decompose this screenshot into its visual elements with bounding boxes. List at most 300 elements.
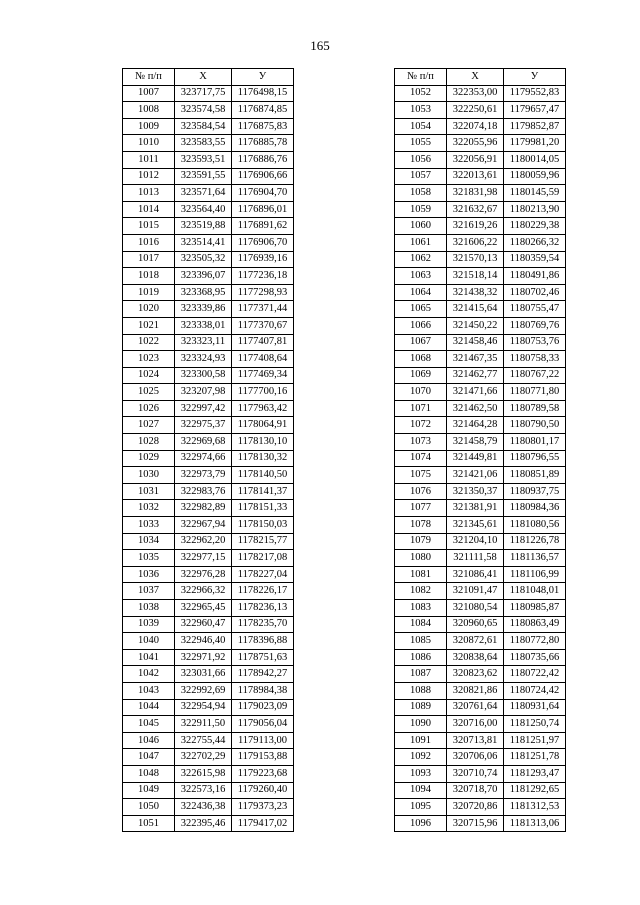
point-number-cell: 1085: [395, 633, 447, 650]
point-number-cell: 1072: [395, 417, 447, 434]
y-coordinate-cell: 1179373,23: [232, 799, 294, 816]
x-coordinate-cell: 320718,70: [447, 782, 504, 799]
point-number-cell: 1096: [395, 815, 447, 832]
x-coordinate-cell: 320710,74: [447, 765, 504, 782]
y-coordinate-cell: 1180801,17: [504, 434, 566, 451]
table-row: [123, 185, 294, 202]
table-row: [395, 682, 566, 699]
table-row: [395, 649, 566, 666]
table-row: [123, 317, 294, 334]
y-coordinate-cell: 1179260,40: [232, 782, 294, 799]
point-number-cell: 1065: [395, 301, 447, 318]
point-number-cell: 1053: [395, 102, 447, 119]
table-row: [123, 450, 294, 467]
y-coordinate-cell: 1180266,32: [504, 234, 566, 251]
x-coordinate-cell: 322966,32: [175, 583, 232, 600]
table-row: [395, 185, 566, 202]
y-coordinate-cell: 1181292,65: [504, 782, 566, 799]
x-coordinate-cell: 323583,55: [175, 135, 232, 152]
table-row: [395, 118, 566, 135]
x-coordinate-cell: 321204,10: [447, 533, 504, 550]
point-number-cell: 1058: [395, 185, 447, 202]
column-header-x: X: [175, 69, 232, 86]
x-coordinate-cell: 320821,86: [447, 682, 504, 699]
x-coordinate-cell: 322992,69: [175, 682, 232, 699]
point-number-cell: 1088: [395, 682, 447, 699]
y-coordinate-cell: 1181293,47: [504, 765, 566, 782]
page-number: 165: [310, 38, 330, 53]
x-coordinate-cell: 322615,98: [175, 765, 232, 782]
table-row: [395, 351, 566, 368]
x-coordinate-cell: 322977,15: [175, 550, 232, 567]
x-coordinate-cell: 321421,06: [447, 467, 504, 484]
table-row: [123, 782, 294, 799]
y-coordinate-cell: 1180771,80: [504, 384, 566, 401]
table-row: [395, 765, 566, 782]
y-coordinate-cell: 1179153,88: [232, 749, 294, 766]
table-row: [395, 135, 566, 152]
point-number-cell: 1024: [123, 367, 175, 384]
y-coordinate-cell: 1181313,06: [504, 815, 566, 832]
table-row: [395, 583, 566, 600]
x-coordinate-cell: 321632,67: [447, 201, 504, 218]
y-coordinate-cell: 1176906,70: [232, 234, 294, 251]
table-row: [123, 201, 294, 218]
point-number-cell: 1073: [395, 434, 447, 451]
table-row: [395, 633, 566, 650]
table-row: [395, 384, 566, 401]
x-coordinate-cell: 321462,50: [447, 400, 504, 417]
point-number-cell: 1057: [395, 168, 447, 185]
point-number-cell: 1035: [123, 550, 175, 567]
x-coordinate-cell: 321458,79: [447, 434, 504, 451]
y-coordinate-cell: 1178140,50: [232, 467, 294, 484]
table-row: [123, 384, 294, 401]
x-coordinate-cell: 321606,22: [447, 234, 504, 251]
point-number-cell: 1045: [123, 716, 175, 733]
x-coordinate-cell: 321467,35: [447, 351, 504, 368]
point-number-cell: 1044: [123, 699, 175, 716]
point-number-cell: 1083: [395, 600, 447, 617]
y-coordinate-cell: 1180937,75: [504, 483, 566, 500]
y-coordinate-cell: 1178150,03: [232, 517, 294, 534]
x-coordinate-cell: 322395,46: [175, 815, 232, 832]
y-coordinate-cell: 1176939,16: [232, 251, 294, 268]
point-number-cell: 1049: [123, 782, 175, 799]
y-coordinate-cell: 1177236,18: [232, 268, 294, 285]
table-row: [395, 550, 566, 567]
point-number-cell: 1075: [395, 467, 447, 484]
table-row: [123, 417, 294, 434]
x-coordinate-cell: 323584,54: [175, 118, 232, 135]
point-number-cell: 1071: [395, 400, 447, 417]
point-number-cell: 1070: [395, 384, 447, 401]
point-number-cell: 1090: [395, 716, 447, 733]
table-row: [395, 732, 566, 749]
x-coordinate-cell: 323591,55: [175, 168, 232, 185]
table-row: [123, 616, 294, 633]
point-number-cell: 1027: [123, 417, 175, 434]
y-coordinate-cell: 1176874,85: [232, 102, 294, 119]
x-coordinate-cell: 321458,46: [447, 334, 504, 351]
point-number-cell: 1012: [123, 168, 175, 185]
x-coordinate-cell: 320761,64: [447, 699, 504, 716]
table-row: [123, 815, 294, 832]
point-number-cell: 1060: [395, 218, 447, 235]
point-number-cell: 1068: [395, 351, 447, 368]
x-coordinate-cell: 321438,32: [447, 284, 504, 301]
point-number-cell: 1080: [395, 550, 447, 567]
point-number-cell: 1023: [123, 351, 175, 368]
x-coordinate-cell: 322436,38: [175, 799, 232, 816]
y-coordinate-cell: 1176896,01: [232, 201, 294, 218]
point-number-cell: 1063: [395, 268, 447, 285]
y-coordinate-cell: 1180790,50: [504, 417, 566, 434]
x-coordinate-cell: 323564,40: [175, 201, 232, 218]
table-row: [123, 102, 294, 119]
point-number-cell: 1026: [123, 400, 175, 417]
y-coordinate-cell: 1176906,66: [232, 168, 294, 185]
y-coordinate-cell: 1180014,05: [504, 151, 566, 168]
point-number-cell: 1093: [395, 765, 447, 782]
y-coordinate-cell: 1180229,38: [504, 218, 566, 235]
y-coordinate-cell: 1180767,22: [504, 367, 566, 384]
point-number-cell: 1059: [395, 201, 447, 218]
y-coordinate-cell: 1179113,00: [232, 732, 294, 749]
point-number-cell: 1041: [123, 649, 175, 666]
point-number-cell: 1010: [123, 135, 175, 152]
y-coordinate-cell: 1180359,54: [504, 251, 566, 268]
point-number-cell: 1061: [395, 234, 447, 251]
point-number-cell: 1095: [395, 799, 447, 816]
table-row: [123, 500, 294, 517]
x-coordinate-cell: 322962,20: [175, 533, 232, 550]
y-coordinate-cell: 1178130,32: [232, 450, 294, 467]
table-row: [123, 234, 294, 251]
x-coordinate-cell: 322971,92: [175, 649, 232, 666]
x-coordinate-cell: 323300,58: [175, 367, 232, 384]
table-row: [123, 268, 294, 285]
x-coordinate-cell: 321449,81: [447, 450, 504, 467]
x-coordinate-cell: 320823,62: [447, 666, 504, 683]
x-coordinate-cell: 321086,41: [447, 566, 504, 583]
point-number-cell: 1089: [395, 699, 447, 716]
point-number-cell: 1014: [123, 201, 175, 218]
point-number-cell: 1062: [395, 251, 447, 268]
point-number-cell: 1034: [123, 533, 175, 550]
y-coordinate-cell: 1176891,62: [232, 218, 294, 235]
y-coordinate-cell: 1180789,58: [504, 400, 566, 417]
x-coordinate-cell: 322946,40: [175, 633, 232, 650]
table-row: [123, 799, 294, 816]
y-coordinate-cell: 1177469,34: [232, 367, 294, 384]
x-coordinate-cell: 323505,32: [175, 251, 232, 268]
table-row: [395, 782, 566, 799]
x-coordinate-cell: 322974,66: [175, 450, 232, 467]
table-row: [395, 483, 566, 500]
y-coordinate-cell: 1178217,08: [232, 550, 294, 567]
point-number-cell: 1056: [395, 151, 447, 168]
y-coordinate-cell: 1180931,64: [504, 699, 566, 716]
x-coordinate-cell: 322250,61: [447, 102, 504, 119]
point-number-cell: 1033: [123, 517, 175, 534]
table-header-row: [395, 69, 566, 86]
point-number-cell: 1043: [123, 682, 175, 699]
x-coordinate-cell: 323339,86: [175, 301, 232, 318]
table-row: [123, 699, 294, 716]
x-coordinate-cell: 322973,79: [175, 467, 232, 484]
table-row: [395, 317, 566, 334]
y-coordinate-cell: 1180722,42: [504, 666, 566, 683]
table-row: [395, 749, 566, 766]
y-coordinate-cell: 1176498,15: [232, 85, 294, 102]
column-header-x: X: [447, 69, 504, 86]
x-coordinate-cell: 322983,76: [175, 483, 232, 500]
point-number-cell: 1036: [123, 566, 175, 583]
point-number-cell: 1091: [395, 732, 447, 749]
point-number-cell: 1048: [123, 765, 175, 782]
table-row: [123, 301, 294, 318]
column-header-number: № п/п: [395, 69, 447, 86]
point-number-cell: 1032: [123, 500, 175, 517]
table-row: [123, 666, 294, 683]
table-row: [123, 251, 294, 268]
x-coordinate-cell: 322074,18: [447, 118, 504, 135]
table-row: [395, 600, 566, 617]
y-coordinate-cell: 1180758,33: [504, 351, 566, 368]
table-row: [123, 351, 294, 368]
x-coordinate-cell: 322967,94: [175, 517, 232, 534]
y-coordinate-cell: 1177298,93: [232, 284, 294, 301]
table-row: [395, 151, 566, 168]
x-coordinate-cell: 320872,61: [447, 633, 504, 650]
y-coordinate-cell: 1179852,87: [504, 118, 566, 135]
y-coordinate-cell: 1179417,02: [232, 815, 294, 832]
y-coordinate-cell: 1181226,78: [504, 533, 566, 550]
y-coordinate-cell: 1178984,38: [232, 682, 294, 699]
table-row: [123, 765, 294, 782]
table-row: [123, 135, 294, 152]
table-row: [123, 118, 294, 135]
table-row: [123, 168, 294, 185]
x-coordinate-cell: 321450,22: [447, 317, 504, 334]
y-coordinate-cell: 1177700,16: [232, 384, 294, 401]
point-number-cell: 1094: [395, 782, 447, 799]
y-coordinate-cell: 1177370,67: [232, 317, 294, 334]
x-coordinate-cell: 321831,98: [447, 185, 504, 202]
y-coordinate-cell: 1178226,17: [232, 583, 294, 600]
table-row: [123, 85, 294, 102]
table-row: [123, 682, 294, 699]
point-number-cell: 1064: [395, 284, 447, 301]
x-coordinate-cell: 321518,14: [447, 268, 504, 285]
table-row: [395, 168, 566, 185]
x-coordinate-cell: 320716,00: [447, 716, 504, 733]
y-coordinate-cell: 1180145,59: [504, 185, 566, 202]
y-coordinate-cell: 1178215,77: [232, 533, 294, 550]
y-coordinate-cell: 1180735,66: [504, 649, 566, 666]
table-row: [123, 732, 294, 749]
point-number-cell: 1082: [395, 583, 447, 600]
y-coordinate-cell: 1176904,70: [232, 185, 294, 202]
x-coordinate-cell: 321462,77: [447, 367, 504, 384]
y-coordinate-cell: 1180724,42: [504, 682, 566, 699]
point-number-cell: 1040: [123, 633, 175, 650]
table-row: [395, 284, 566, 301]
y-coordinate-cell: 1178942,27: [232, 666, 294, 683]
point-number-cell: 1052: [395, 85, 447, 102]
y-coordinate-cell: 1181136,57: [504, 550, 566, 567]
table-row: [395, 500, 566, 517]
point-number-cell: 1025: [123, 384, 175, 401]
y-coordinate-cell: 1180059,96: [504, 168, 566, 185]
x-coordinate-cell: 321381,91: [447, 500, 504, 517]
point-number-cell: 1051: [123, 815, 175, 832]
y-coordinate-cell: 1180213,90: [504, 201, 566, 218]
table-header-row: [123, 69, 294, 86]
point-number-cell: 1046: [123, 732, 175, 749]
y-coordinate-cell: 1180863,49: [504, 616, 566, 633]
y-coordinate-cell: 1180796,55: [504, 450, 566, 467]
point-number-cell: 1029: [123, 450, 175, 467]
point-number-cell: 1008: [123, 102, 175, 119]
table-row: [395, 367, 566, 384]
x-coordinate-cell: 322573,16: [175, 782, 232, 799]
point-number-cell: 1007: [123, 85, 175, 102]
table-row: [123, 716, 294, 733]
x-coordinate-cell: 322969,68: [175, 434, 232, 451]
column-header-y: У: [504, 69, 566, 86]
point-number-cell: 1074: [395, 450, 447, 467]
y-coordinate-cell: 1180985,87: [504, 600, 566, 617]
point-number-cell: 1079: [395, 533, 447, 550]
y-coordinate-cell: 1178227,04: [232, 566, 294, 583]
point-number-cell: 1009: [123, 118, 175, 135]
x-coordinate-cell: 320838,64: [447, 649, 504, 666]
y-coordinate-cell: 1180851,89: [504, 467, 566, 484]
x-coordinate-cell: 323519,88: [175, 218, 232, 235]
x-coordinate-cell: 323571,64: [175, 185, 232, 202]
point-number-cell: 1013: [123, 185, 175, 202]
table-row: [395, 716, 566, 733]
x-coordinate-cell: 321111,58: [447, 550, 504, 567]
x-coordinate-cell: 321464,28: [447, 417, 504, 434]
table-row: [395, 268, 566, 285]
x-coordinate-cell: 323207,98: [175, 384, 232, 401]
coordinates-table-left: [122, 68, 294, 832]
table-row: [395, 201, 566, 218]
y-coordinate-cell: 1179552,83: [504, 85, 566, 102]
table-row: [123, 367, 294, 384]
y-coordinate-cell: 1178235,70: [232, 616, 294, 633]
x-coordinate-cell: 323717,75: [175, 85, 232, 102]
table-row: [395, 417, 566, 434]
table-row: [123, 284, 294, 301]
point-number-cell: 1031: [123, 483, 175, 500]
point-number-cell: 1042: [123, 666, 175, 683]
table-row: [123, 218, 294, 235]
table-row: [123, 633, 294, 650]
point-number-cell: 1030: [123, 467, 175, 484]
y-coordinate-cell: 1180702,46: [504, 284, 566, 301]
y-coordinate-cell: 1181251,97: [504, 732, 566, 749]
y-coordinate-cell: 1180769,76: [504, 317, 566, 334]
x-coordinate-cell: 322960,47: [175, 616, 232, 633]
point-number-cell: 1069: [395, 367, 447, 384]
y-coordinate-cell: 1178751,63: [232, 649, 294, 666]
table-row: [123, 483, 294, 500]
x-coordinate-cell: 320720,86: [447, 799, 504, 816]
point-number-cell: 1022: [123, 334, 175, 351]
table-row: [395, 85, 566, 102]
x-coordinate-cell: 323324,93: [175, 351, 232, 368]
table-row: [123, 434, 294, 451]
y-coordinate-cell: 1176875,83: [232, 118, 294, 135]
table-row: [395, 450, 566, 467]
table-row: [395, 616, 566, 633]
point-number-cell: 1039: [123, 616, 175, 633]
point-number-cell: 1055: [395, 135, 447, 152]
point-number-cell: 1067: [395, 334, 447, 351]
y-coordinate-cell: 1181080,56: [504, 517, 566, 534]
x-coordinate-cell: 322055,96: [447, 135, 504, 152]
x-coordinate-cell: 320715,96: [447, 815, 504, 832]
y-coordinate-cell: 1179223,68: [232, 765, 294, 782]
y-coordinate-cell: 1181312,53: [504, 799, 566, 816]
x-coordinate-cell: 321091,47: [447, 583, 504, 600]
table-row: [395, 301, 566, 318]
point-number-cell: 1021: [123, 317, 175, 334]
x-coordinate-cell: 322353,00: [447, 85, 504, 102]
point-number-cell: 1047: [123, 749, 175, 766]
y-coordinate-cell: 1180984,36: [504, 500, 566, 517]
y-coordinate-cell: 1178396,88: [232, 633, 294, 650]
point-number-cell: 1020: [123, 301, 175, 318]
x-coordinate-cell: 320960,65: [447, 616, 504, 633]
x-coordinate-cell: 322965,45: [175, 600, 232, 617]
table-row: [395, 815, 566, 832]
y-coordinate-cell: 1179056,04: [232, 716, 294, 733]
x-coordinate-cell: 323514,41: [175, 234, 232, 251]
point-number-cell: 1076: [395, 483, 447, 500]
y-coordinate-cell: 1178141,37: [232, 483, 294, 500]
x-coordinate-cell: 323338,01: [175, 317, 232, 334]
y-coordinate-cell: 1180491,86: [504, 268, 566, 285]
x-coordinate-cell: 321471,66: [447, 384, 504, 401]
y-coordinate-cell: 1180753,76: [504, 334, 566, 351]
point-number-cell: 1086: [395, 649, 447, 666]
table-row: [395, 517, 566, 534]
table-row: [395, 566, 566, 583]
table-row: [395, 400, 566, 417]
y-coordinate-cell: 1179981,20: [504, 135, 566, 152]
table-row: [395, 334, 566, 351]
y-coordinate-cell: 1181106,99: [504, 566, 566, 583]
table-row: [395, 699, 566, 716]
x-coordinate-cell: 321350,37: [447, 483, 504, 500]
x-coordinate-cell: 321415,64: [447, 301, 504, 318]
y-coordinate-cell: 1177963,42: [232, 400, 294, 417]
y-coordinate-cell: 1178151,33: [232, 500, 294, 517]
table-row: [123, 749, 294, 766]
y-coordinate-cell: 1178130,10: [232, 434, 294, 451]
x-coordinate-cell: 322702,29: [175, 749, 232, 766]
point-number-cell: 1092: [395, 749, 447, 766]
point-number-cell: 1011: [123, 151, 175, 168]
table-row: [123, 334, 294, 351]
table-row: [395, 218, 566, 235]
x-coordinate-cell: 323323,11: [175, 334, 232, 351]
